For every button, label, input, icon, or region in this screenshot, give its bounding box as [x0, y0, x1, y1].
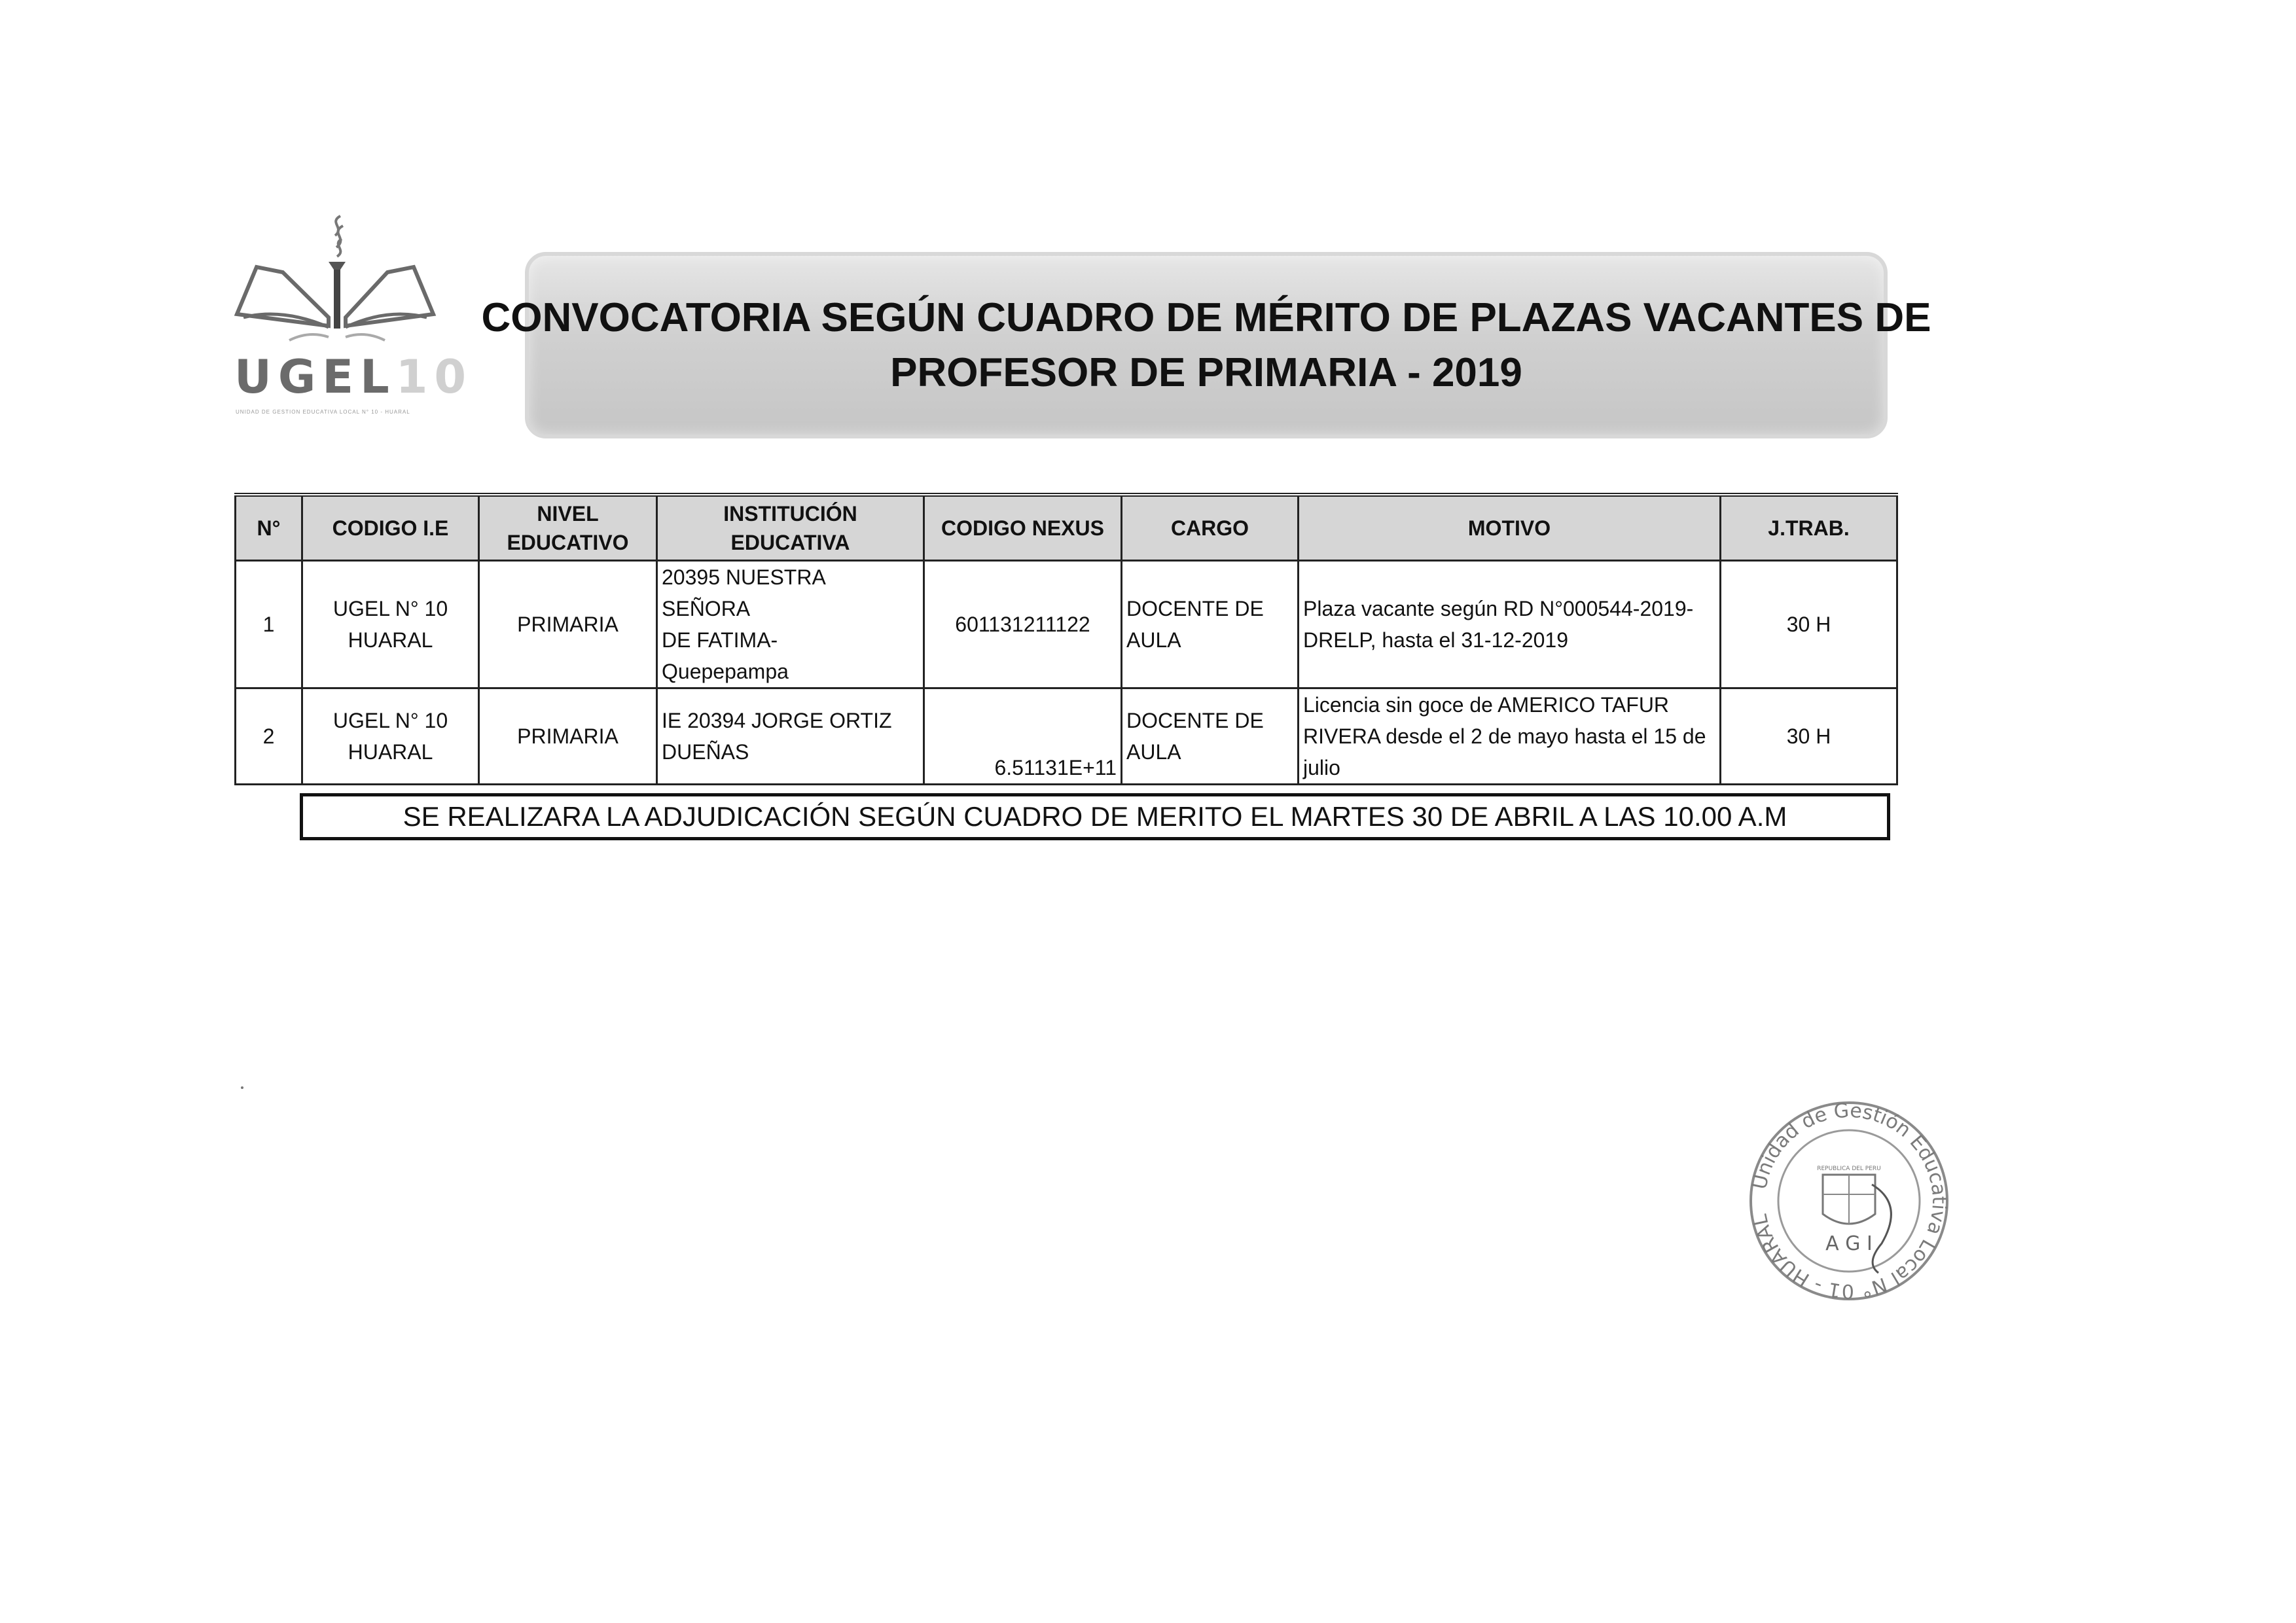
- cell-cargo-line1: DOCENTE DE: [1126, 708, 1264, 732]
- title-line-2: PROFESOR DE PRIMARIA - 2019: [890, 349, 1522, 395]
- ugel-logo: [230, 209, 473, 419]
- cell-jornada: 30 H: [1721, 688, 1897, 784]
- header-jornada: J.TRAB.: [1721, 495, 1897, 560]
- header-num: N°: [236, 495, 302, 560]
- cell-motivo-line1: Licencia sin goce de AMERICO TAFUR: [1303, 692, 1670, 717]
- header-codigo-ie: CODIGO I.E: [302, 495, 479, 560]
- seal-initials: A G I: [1825, 1232, 1873, 1255]
- cell-cargo-line2: AULA: [1126, 628, 1181, 652]
- cell-num: 1: [236, 560, 302, 688]
- header-institucion-line2: EDUCATIVA: [730, 530, 850, 554]
- header-cargo: CARGO: [1122, 495, 1299, 560]
- cell-institucion: [657, 688, 924, 784]
- cell-motivo: [1299, 560, 1721, 688]
- header-institucion: [657, 495, 924, 560]
- title-banner: [481, 252, 1931, 438]
- cell-cargo: [1122, 688, 1299, 784]
- logo-ugel-text: UGEL: [234, 350, 396, 404]
- cell-codigo-ie: [302, 688, 479, 784]
- header-nivel-line2: EDUCATIVO: [507, 530, 629, 554]
- cell-codigo-nexus: 601131211122: [924, 560, 1122, 688]
- cell-num: 2: [236, 688, 302, 784]
- cell-cargo-line1: DOCENTE DE: [1126, 596, 1264, 620]
- official-seal-icon: [1741, 1093, 1957, 1309]
- cell-codigo-ie-line2: HUARAL: [348, 740, 433, 764]
- cell-institucion-line2: DE FATIMA-: [662, 628, 778, 652]
- cell-jornada: 30 H: [1721, 560, 1897, 688]
- cell-codigo-ie-line1: UGEL N° 10: [332, 708, 448, 732]
- cell-institucion-line1: 20395 NUESTRA SEÑORA: [662, 565, 825, 620]
- logo-subtitle: UNIDAD DE GESTION EDUCATIVA LOCAL N° 10 - HUARAL: [236, 409, 410, 415]
- title-line-1: CONVOCATORIA SEGÚN CUADRO DE MÉRITO DE PLAZAS VACANTES DE: [481, 294, 1931, 340]
- cell-motivo-line2: DRELP, hasta el 31-12-2019: [1303, 628, 1569, 652]
- cell-codigo-ie: [302, 560, 479, 688]
- header-codigo-nexus: CODIGO NEXUS: [924, 495, 1122, 560]
- cell-institucion: [657, 560, 924, 688]
- torch-book-icon: [230, 209, 440, 353]
- header-motivo: MOTIVO: [1299, 495, 1721, 560]
- cell-motivo-line2: RIVERA desde el 2 de mayo hasta el 15 de: [1303, 724, 1706, 748]
- header-nivel: [479, 495, 657, 560]
- seal-center-text: REPUBLICA DEL PERU: [1817, 1166, 1881, 1172]
- logo-number-text: 10: [395, 350, 473, 404]
- adjudication-notice: SE REALIZARA LA ADJUDICACIÓN SEGÚN CUADRO DE MERITO EL MARTES 30 DE ABRIL A LAS 10.00 A.M: [300, 793, 1890, 840]
- cell-codigo-ie-line1: UGEL N° 10: [332, 596, 448, 620]
- cell-cargo-line2: AULA: [1126, 740, 1181, 764]
- cell-nivel: PRIMARIA: [479, 688, 657, 784]
- cell-institucion-line3: Quepepampa: [662, 659, 789, 683]
- table-header-row: [236, 495, 1897, 560]
- cell-nivel: PRIMARIA: [479, 560, 657, 688]
- vacancies-table: [234, 493, 1898, 785]
- cell-motivo-line1: Plaza vacante según RD N°000544-2019-: [1303, 596, 1694, 620]
- scan-speck: [241, 1086, 243, 1089]
- cell-codigo-ie-line2: HUARAL: [348, 628, 433, 652]
- header-nivel-line1: NIVEL: [537, 501, 599, 526]
- seal-ring-text: Unidad de Gestión Educativa Local N° 01 - HUARAL: [1748, 1099, 1951, 1303]
- table-row: [236, 560, 1897, 688]
- cell-motivo-line3: julio: [1303, 755, 1340, 779]
- cell-institucion-line2: DUEÑAS: [662, 740, 749, 764]
- cell-institucion-line1: IE 20394 JORGE ORTIZ: [662, 708, 892, 732]
- header-institucion-line1: INSTITUCIÓN: [723, 501, 857, 526]
- cell-cargo: [1122, 560, 1299, 688]
- cell-motivo: [1299, 688, 1721, 784]
- cell-codigo-nexus: 6.51131E+11: [924, 688, 1122, 784]
- logo-wordmark: [234, 350, 473, 404]
- table-row: [236, 688, 1897, 784]
